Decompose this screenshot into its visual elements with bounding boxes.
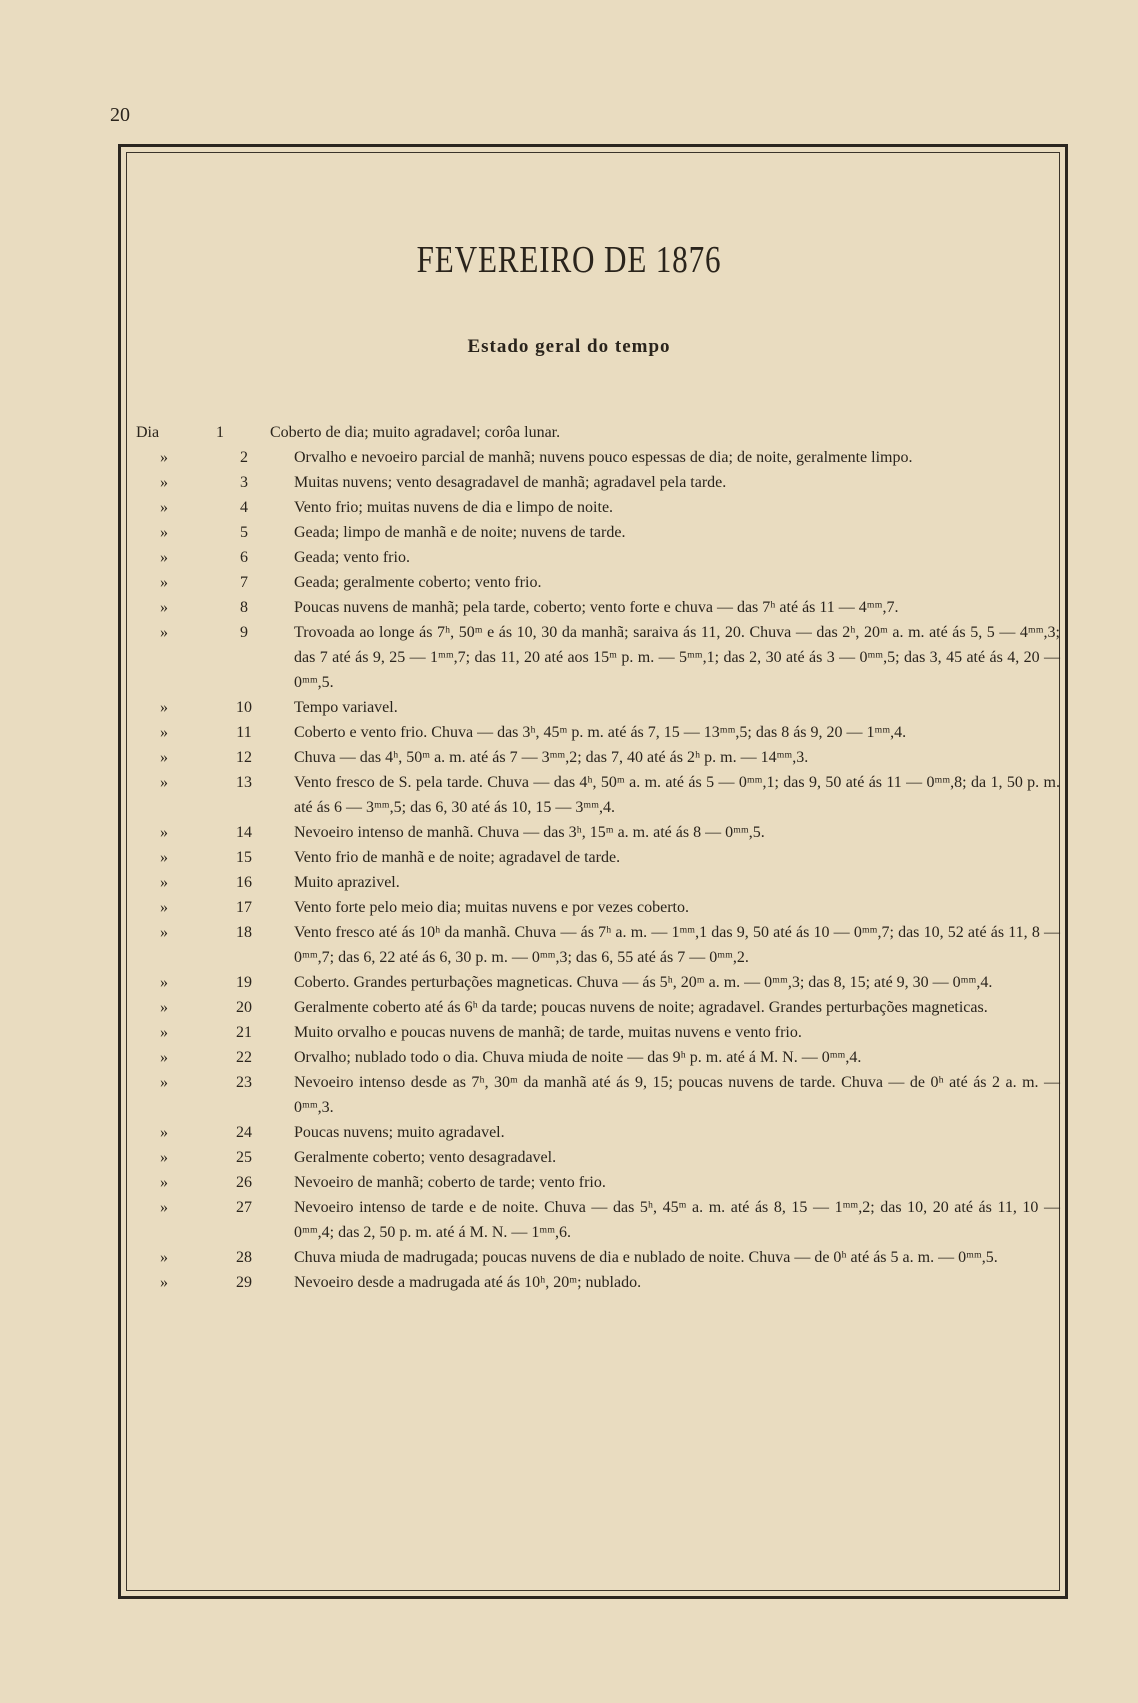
entry-text: Nevoeiro de manhã; coberto de tarde; vento frio. xyxy=(294,1174,606,1191)
list-item xyxy=(136,420,1060,445)
list-item xyxy=(136,1245,1060,1270)
entry-text: Muito aprazivel. xyxy=(294,874,400,891)
entry-text: Coberto. Grandes perturbações magneticas. Chuva — ás 5ʰ, 20ᵐ a. m. — 0ᵐᵐ,3; das 8, 15; até 9, 30 — 0ᵐᵐ,4. xyxy=(294,974,993,991)
entry-label: Dia xyxy=(136,424,160,441)
list-item xyxy=(136,1045,1060,1070)
entry-text: Vento fresco de S. pela tarde. Chuva — das 4ʰ, 50ᵐ a. m. até ás 5 — 0ᵐᵐ,1; das 9, 50 até ás 11 — 0ᵐᵐ,8; da 1, 50 p. m. até ás 6 — 3ᵐᵐ,5; das 6, 30 até ás 10, 15 — 3ᵐᵐ,4. xyxy=(294,774,1060,816)
entry-label: » xyxy=(160,1049,168,1066)
list-item xyxy=(136,695,1060,720)
entry-day: 27 xyxy=(236,1199,252,1216)
entry-day: 18 xyxy=(236,924,252,941)
entry-day: 29 xyxy=(236,1274,252,1291)
entry-label: » xyxy=(160,724,168,741)
entry-day: 22 xyxy=(236,1049,252,1066)
list-item xyxy=(136,520,1060,545)
list-item xyxy=(136,970,1060,995)
entry-label: » xyxy=(160,924,168,941)
entry-label: » xyxy=(160,849,168,866)
page-subtitle: Estado geral do tempo xyxy=(467,336,671,357)
entry-day: 21 xyxy=(236,1024,252,1041)
entry-label: » xyxy=(160,1124,168,1141)
entry-text: Orvalho; nublado todo o dia. Chuva miuda de noite — das 9ʰ p. m. até á M. N. — 0ᵐᵐ,4. xyxy=(294,1049,862,1066)
entry-text: Geralmente coberto até ás 6ʰ da tarde; poucas nuvens de noite; agradavel. Grandes perturbações magneticas. xyxy=(294,999,988,1016)
weather-entries-list xyxy=(136,420,1060,1295)
entry-day: 7 xyxy=(240,574,248,591)
list-item xyxy=(136,470,1060,495)
list-item xyxy=(136,1020,1060,1045)
list-item xyxy=(136,570,1060,595)
entry-label: » xyxy=(160,574,168,591)
list-item xyxy=(136,1170,1060,1195)
entry-day: 11 xyxy=(236,724,252,741)
list-item xyxy=(136,1195,1060,1245)
list-item xyxy=(136,720,1060,745)
entry-text: Geada; limpo de manhã e de noite; nuvens de tarde. xyxy=(294,524,626,541)
entry-day: 3 xyxy=(240,474,248,491)
entry-text: Coberto e vento frio. Chuva — das 3ʰ, 45ᵐ p. m. até ás 7, 15 — 13ᵐᵐ,5; das 8 ás 9, 20 — 1ᵐᵐ,4. xyxy=(294,724,907,741)
entry-text: Poucas nuvens de manhã; pela tarde, coberto; vento forte e chuva — das 7ʰ até ás 11 — 4ᵐᵐ,7. xyxy=(294,599,899,616)
entry-day: 4 xyxy=(240,499,248,516)
list-item xyxy=(136,545,1060,570)
list-item xyxy=(136,770,1060,820)
entry-text: Nevoeiro intenso de tarde e de noite. Chuva — das 5ʰ, 45ᵐ a. m. até ás 8, 15 — 1ᵐᵐ,2; das 10, 20 até ás 11, 10 — 0ᵐᵐ,4; das 2, 50 p. m. até á M. N. — 1ᵐᵐ,6. xyxy=(294,1199,1060,1241)
entry-label: » xyxy=(160,499,168,516)
entry-text: Chuva — das 4ʰ, 50ᵐ a. m. até ás 7 — 3ᵐᵐ,2; das 7, 40 até ás 2ʰ p. m. — 14ᵐᵐ,3. xyxy=(294,749,809,766)
entry-label: » xyxy=(160,1074,168,1091)
entry-label: » xyxy=(160,824,168,841)
entry-text: Tempo variavel. xyxy=(294,699,398,716)
list-item xyxy=(136,870,1060,895)
entry-label: » xyxy=(160,1274,168,1291)
entry-day: 15 xyxy=(236,849,252,866)
entry-day: 6 xyxy=(240,549,248,566)
entry-label: » xyxy=(160,974,168,991)
entry-label: » xyxy=(160,874,168,891)
list-item xyxy=(136,995,1060,1020)
entry-day: 20 xyxy=(236,999,252,1016)
entry-day: 1 xyxy=(216,424,224,441)
list-item xyxy=(136,845,1060,870)
entry-day: 8 xyxy=(240,599,248,616)
entry-day: 5 xyxy=(240,524,248,541)
entry-label: » xyxy=(160,624,168,641)
entry-text: Muito orvalho e poucas nuvens de manhã; de tarde, muitas nuvens e vento frio. xyxy=(294,1024,802,1041)
entry-day: 10 xyxy=(236,699,252,716)
page-number: 20 xyxy=(110,104,130,126)
list-item xyxy=(136,745,1060,770)
entry-label: » xyxy=(160,1149,168,1166)
entry-day: 17 xyxy=(236,899,252,916)
list-item xyxy=(136,920,1060,970)
list-item xyxy=(136,620,1060,695)
entry-day: 9 xyxy=(240,624,248,641)
entry-text: Geada; geralmente coberto; vento frio. xyxy=(294,574,542,591)
entry-label: » xyxy=(160,774,168,791)
list-item xyxy=(136,1120,1060,1145)
entry-day: 14 xyxy=(236,824,252,841)
entry-text: Coberto de dia; muito agradavel; corôa lunar. xyxy=(270,424,561,441)
entry-day: 25 xyxy=(236,1149,252,1166)
entry-label: » xyxy=(160,699,168,716)
list-item xyxy=(136,495,1060,520)
entry-label: » xyxy=(160,1199,168,1216)
entry-text: Vento frio de manhã e de noite; agradavel de tarde. xyxy=(294,849,621,866)
entry-label: » xyxy=(160,449,168,466)
entry-day: 12 xyxy=(236,749,252,766)
entry-label: » xyxy=(160,749,168,766)
list-item xyxy=(136,595,1060,620)
entry-text: Trovoada ao longe ás 7ʰ, 50ᵐ e ás 10, 30 da manhã; saraiva ás 11, 20. Chuva — das 2ʰ, 20ᵐ a. m. até ás 5, 5 — 4ᵐᵐ,3; das 7 até ás 9, 25 — 1ᵐᵐ,7; das 11, 20 até aos 15ᵐ p. m. — 5ᵐᵐ,1; das 2, 30 até ás 3 — 0ᵐᵐ,5; das 3, 45 até ás 4, 20 — 0ᵐᵐ,5. xyxy=(294,624,1060,691)
list-item xyxy=(136,1070,1060,1120)
entry-text: Poucas nuvens; muito agradavel. xyxy=(294,1124,505,1141)
entry-label: » xyxy=(160,474,168,491)
entry-day: 2 xyxy=(240,449,248,466)
entry-label: » xyxy=(160,999,168,1016)
entry-label: » xyxy=(160,549,168,566)
entry-day: 23 xyxy=(236,1074,252,1091)
entry-day: 19 xyxy=(236,974,252,991)
entry-text: Vento frio; muitas nuvens de dia e limpo de noite. xyxy=(294,499,614,516)
entry-label: » xyxy=(160,899,168,916)
entry-day: 24 xyxy=(236,1124,252,1141)
entry-text: Nevoeiro intenso de manhã. Chuva — das 3ʰ, 15ᵐ a. m. até ás 8 — 0ᵐᵐ,5. xyxy=(294,824,765,841)
entry-text: Nevoeiro desde a madrugada até ás 10ʰ, 20ᵐ; nublado. xyxy=(294,1274,642,1291)
entry-text: Muitas nuvens; vento desagradavel de manhã; agradavel pela tarde. xyxy=(294,474,727,491)
entry-text: Vento fresco até ás 10ʰ da manhã. Chuva — ás 7ʰ a. m. — 1ᵐᵐ,1 das 9, 50 até ás 10 — 0ᵐᵐ,7; das 10, 52 até ás 11, 8 — 0ᵐᵐ,7; das 6, 22 até ás 6, 30 p. m. — 0ᵐᵐ,3; das 6, 55 até ás 7 — 0ᵐᵐ,2. xyxy=(294,924,1060,966)
entry-label: » xyxy=(160,524,168,541)
entry-label: » xyxy=(160,1249,168,1266)
entry-label: » xyxy=(160,1024,168,1041)
entry-text: Nevoeiro intenso desde as 7ʰ, 30ᵐ da manhã até ás 9, 15; poucas nuvens de tarde. Chuva — de 0ʰ até ás 2 a. m. — 0ᵐᵐ,3. xyxy=(294,1074,1060,1116)
entry-day: 13 xyxy=(236,774,252,791)
entry-text: Orvalho e nevoeiro parcial de manhã; nuvens pouco espessas de dia; de noite, geralmente limpo. xyxy=(294,449,913,466)
list-item xyxy=(136,1145,1060,1170)
list-item xyxy=(136,1270,1060,1295)
entry-text: Vento forte pelo meio dia; muitas nuvens e por vezes coberto. xyxy=(294,899,689,916)
entry-day: 26 xyxy=(236,1174,252,1191)
list-item xyxy=(136,895,1060,920)
list-item xyxy=(136,820,1060,845)
entry-text: Geada; vento frio. xyxy=(294,549,410,566)
entry-label: » xyxy=(160,599,168,616)
page-title: FEVEREIRO DE 1876 xyxy=(416,239,722,281)
list-item xyxy=(136,445,1060,470)
entry-day: 16 xyxy=(236,874,252,891)
entry-text: Geralmente coberto; vento desagradavel. xyxy=(294,1149,557,1166)
entry-text: Chuva miuda de madrugada; poucas nuvens de dia e nublado de noite. Chuva — de 0ʰ até ás 5 a. m. — 0ᵐᵐ,5. xyxy=(294,1249,998,1266)
entry-day: 28 xyxy=(236,1249,252,1266)
entry-label: » xyxy=(160,1174,168,1191)
